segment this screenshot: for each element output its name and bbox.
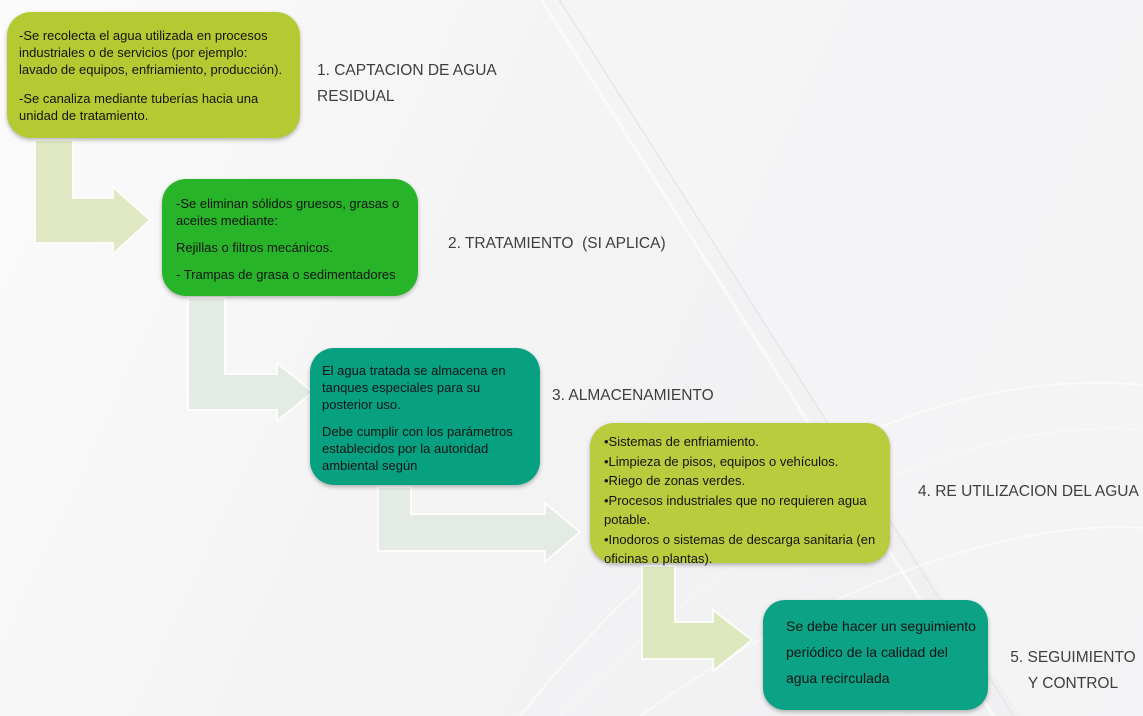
step-2-paragraph-1: -Se eliminan sólidos gruesos, grasas o aceites mediante: [176,196,400,228]
step-label-3: 3. ALMACENAMIENTO [552,387,714,404]
step-4-bullet-4: •Procesos industriales que no requieren agua potable. [604,492,867,527]
step-4-bullet-2: •Limpieza de pisos, equipos o vehículos. [604,453,839,469]
step-box-5-seguimiento [763,600,988,710]
step-1-paragraph-1: -Se recolecta el agua utilizada en procesos industriales o de servicios (por ejemplo: lavado de equipos, enfriamiento, producción). [19,28,283,77]
step-label-2: 2. TRATAMIENTO (SI APLICA) [448,235,666,252]
step-box-3-almacenamiento [310,348,540,485]
step-label-5: 5. SEGUIMIENTO Y CONTROL [1010,649,1140,692]
step-2-paragraph-2: Rejillas o filtros mecánicos. [176,240,333,255]
step-5-paragraph-1: Se debe hacer un seguimiento periódico de la calidad del agua recirculada [786,618,976,686]
step-4-bullet-3: •Riego de zonas verdes. [604,473,746,488]
elbow-arrow-2-icon [188,298,313,421]
elbow-arrow-3-icon [378,487,580,562]
step-1-paragraph-2: -Se canaliza mediante tuberías hacia una unidad de tratamiento. [19,91,259,123]
step-3-paragraph-1: El agua tratada se almacena en tanques especiales para su posterior uso. [322,363,506,412]
step-label-1: 1. CAPTACION DE AGUA RESIDUAL [317,62,501,105]
elbow-arrow-1-icon [35,140,150,254]
step-box-1-captacion [7,12,300,138]
step-3-paragraph-2: Debe cumplir con los parámetros establecidos por la autoridad ambiental según [322,424,513,473]
step-label-4: 4. RE UTILIZACION DEL AGUA [918,483,1139,500]
step-2-paragraph-3: - Trampas de grasa o sedimentadores [176,267,396,282]
step-box-4-reutilizacion [590,423,890,566]
step-4-bullet-5: •Inodoros o sistemas de descarga sanitaria (en oficinas o plantas). [604,531,876,566]
step-box-2-tratamiento [162,179,418,296]
elbow-arrow-4-icon [642,566,752,671]
step-4-bullet-1: •Sistemas de enfriamiento. [604,434,759,449]
